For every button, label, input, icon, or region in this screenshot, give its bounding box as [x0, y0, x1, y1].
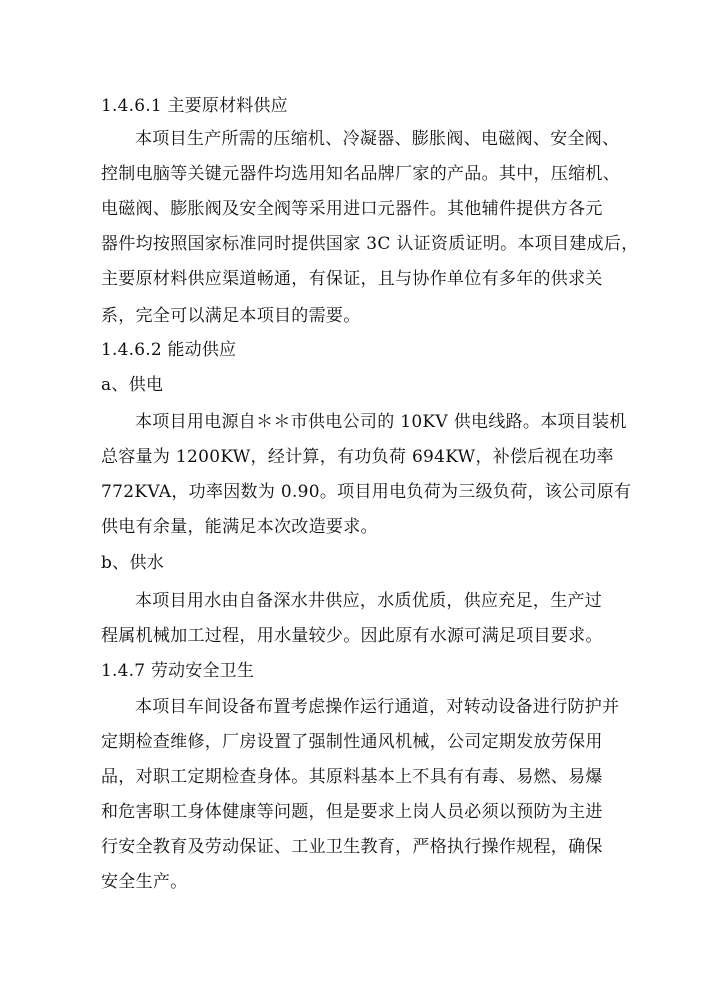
paragraph-line: 总容量为 1200KW，经计算，有功负荷 694KW，补偿后视在功率 [101, 447, 614, 467]
paragraph-line: 772KVA，功率因数为 0.90。项目用电负荷为三级负荷，该公司原有 [101, 482, 632, 502]
paragraph-line: 主要原材料供应渠道畅通，有保证，且与协作单位有多年的供求关 [101, 269, 603, 289]
paragraph-line: 供电有余量，能满足本次改造要求。 [101, 517, 378, 537]
paragraph-line: 程属机械加工过程，用水量较少。因此原有水源可满足项目要求。 [101, 626, 603, 646]
paragraph-line: 系，完全可以满足本项目的需要。 [101, 306, 361, 326]
subsection-label-power: a、供电 [101, 375, 164, 395]
paragraph-line: 本项目用电源自＊＊市供电公司的 10KV 供电线路。本项目装机 [135, 412, 627, 432]
paragraph-line: 行安全教育及劳动保证、工业卫生教育，严格执行操作规程，确保 [101, 837, 603, 857]
paragraph-line: 定期检查维修，厂房设置了强制性通风机械，公司定期发放劳保用 [101, 732, 603, 752]
paragraph-line: 和危害职工身体健康等问题，但是要求上岗人员必须以预防为主进 [101, 802, 603, 822]
paragraph-line: 本项目生产所需的压缩机、冷凝器、膨胀阀、电磁阀、安全阀、 [135, 129, 620, 149]
paragraph-line: 器件均按照国家标准同时提供国家 3C 认证资质证明。本项目建成后， [101, 234, 639, 254]
subsection-label-water: b、供水 [101, 553, 165, 573]
paragraph-line: 安全生产。 [101, 872, 188, 892]
section-heading-energy-supply: 1.4.6.2 能动供应 [101, 340, 237, 360]
paragraph-line: 电磁阀、膨胀阀及安全阀等采用进口元器件。其他辅件提供方各元 [101, 199, 603, 219]
paragraph-line: 本项目车间设备布置考虑操作运行通道，对转动设备进行防护并 [135, 697, 620, 717]
paragraph-line: 品，对职工定期检查身体。其原料基本上不具有有毒、易燃、易爆 [101, 767, 603, 787]
paragraph-line: 本项目用水由自备深水井供应，水质优质，供应充足，生产过 [135, 591, 603, 611]
section-heading-raw-materials: 1.4.6.1 主要原材料供应 [101, 96, 288, 116]
section-heading-labor-safety: 1.4.7 劳动安全卫生 [101, 661, 255, 681]
paragraph-line: 控制电脑等关键元器件均选用知名品牌厂家的产品。其中，压缩机、 [101, 164, 620, 184]
